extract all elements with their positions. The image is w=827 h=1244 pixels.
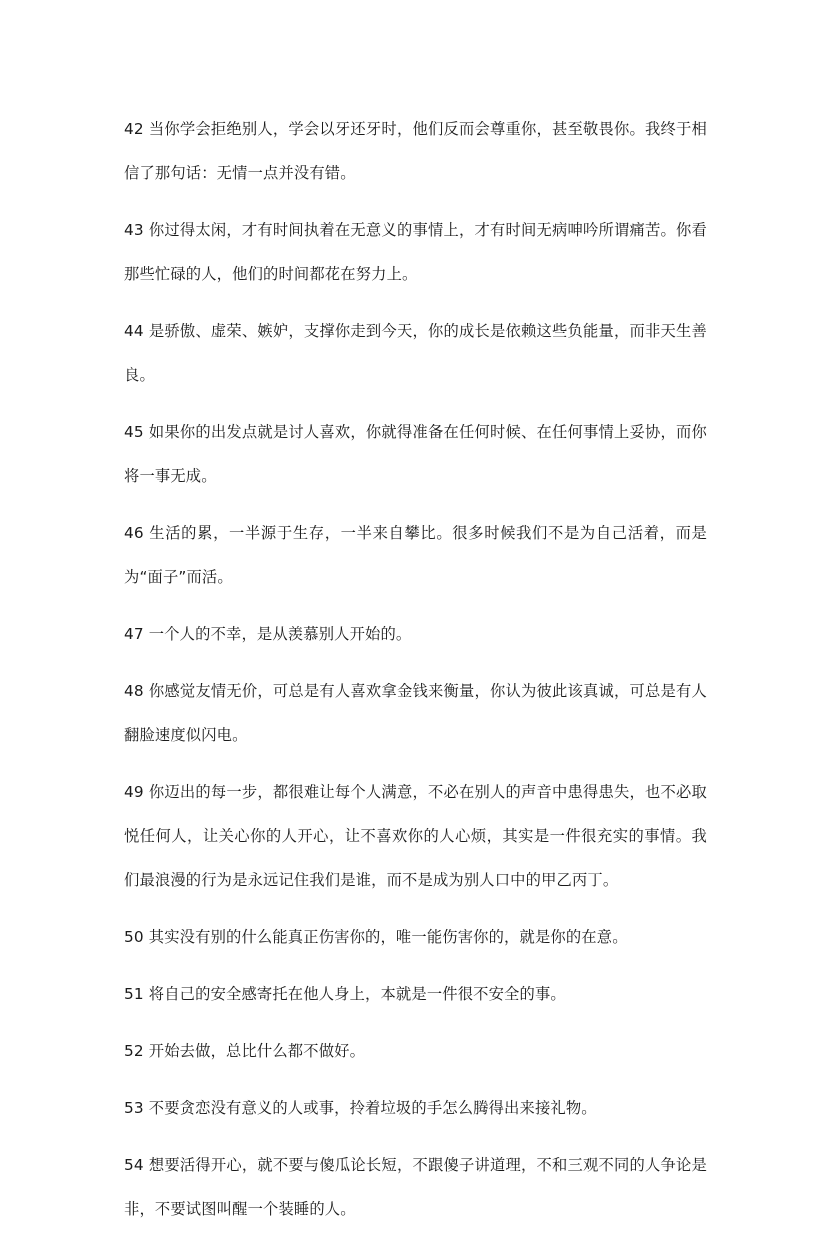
quote-42 [124, 107, 707, 195]
quote-number: 42 [124, 120, 149, 138]
quote-text: 生活的累，一半源于生存，一半来自攀比。很多时候我们不是为自己活着，而是为“面子”而活。 [124, 524, 707, 586]
quote-number: 49 [124, 783, 149, 801]
quote-number: 46 [124, 524, 150, 542]
quote-text: 如果你的出发点就是讨人喜欢，你就得准备在任何时候、在任何事情上妥协，而你将一事无成。 [124, 423, 707, 485]
quote-text: 你过得太闲，才有时间执着在无意义的事情上，才有时间无病呻吟所谓痛苦。你看那些忙碌的人，他们的时间都花在努力上。 [124, 221, 707, 283]
quote-number: 48 [124, 682, 149, 700]
quote-45 [124, 410, 707, 498]
quote-text: 当你学会拒绝别人，学会以牙还牙时，他们反而会尊重你，甚至敬畏你。我终于相信了那句话：无情一点并没有错。 [124, 120, 707, 182]
quote-52 [124, 1029, 707, 1073]
quote-number: 52 [124, 1042, 149, 1060]
quote-text: 不要贪恋没有意义的人或事，拎着垃圾的手怎么腾得出来接礼物。 [148, 1099, 597, 1117]
quote-number: 51 [124, 985, 149, 1003]
quote-44 [124, 309, 707, 397]
quote-49 [124, 770, 707, 902]
quote-text: 想要活得开心，就不要与傻瓜论长短，不跟傻子讲道理，不和三观不同的人争论是非，不要试图叫醒一个装睡的人。 [124, 1156, 707, 1218]
quote-number: 50 [124, 928, 149, 946]
quote-text: 一个人的不幸，是从羡慕别人开始的。 [148, 625, 412, 643]
quote-number: 53 [124, 1099, 149, 1117]
quote-48 [124, 669, 707, 757]
quote-number: 54 [124, 1156, 149, 1174]
quote-47 [124, 612, 707, 656]
quote-46 [124, 511, 707, 599]
quote-number: 44 [124, 322, 149, 340]
quote-text: 其实没有别的什么能真正伤害你的，唯一能伤害你的，就是你的在意。 [148, 928, 628, 946]
quote-number: 45 [124, 423, 149, 441]
quote-54 [124, 1143, 707, 1231]
quote-43 [124, 208, 707, 296]
quote-text: 你感觉友情无价，可总是有人喜欢拿金钱来衡量，你认为彼此该真诚，可总是有人翻脸速度似闪电。 [124, 682, 707, 744]
quote-text: 开始去做，总比什么都不做好。 [148, 1042, 366, 1060]
quote-53 [124, 1086, 707, 1130]
quote-number: 47 [124, 625, 149, 643]
quote-text: 是骄傲、虚荣、嫉妒，支撑你走到今天，你的成长是依赖这些负能量，而非天生善良。 [124, 322, 707, 384]
quote-51 [124, 972, 707, 1016]
quote-text: 将自己的安全感寄托在他人身上，本就是一件很不安全的事。 [148, 985, 566, 1003]
quote-50 [124, 915, 707, 959]
document-page [124, 107, 707, 1244]
quote-text: 你迈出的每一步，都很难让每个人满意，不必在别人的声音中患得患失，也不必取悦任何人，让关心你的人开心，让不喜欢你的人心烦，其实是一件很充实的事情。我们最浪漫的行为是永远记住我们是谁，而不是成为别人口中的甲乙丙丁。 [124, 783, 707, 889]
quote-number: 43 [124, 221, 149, 239]
